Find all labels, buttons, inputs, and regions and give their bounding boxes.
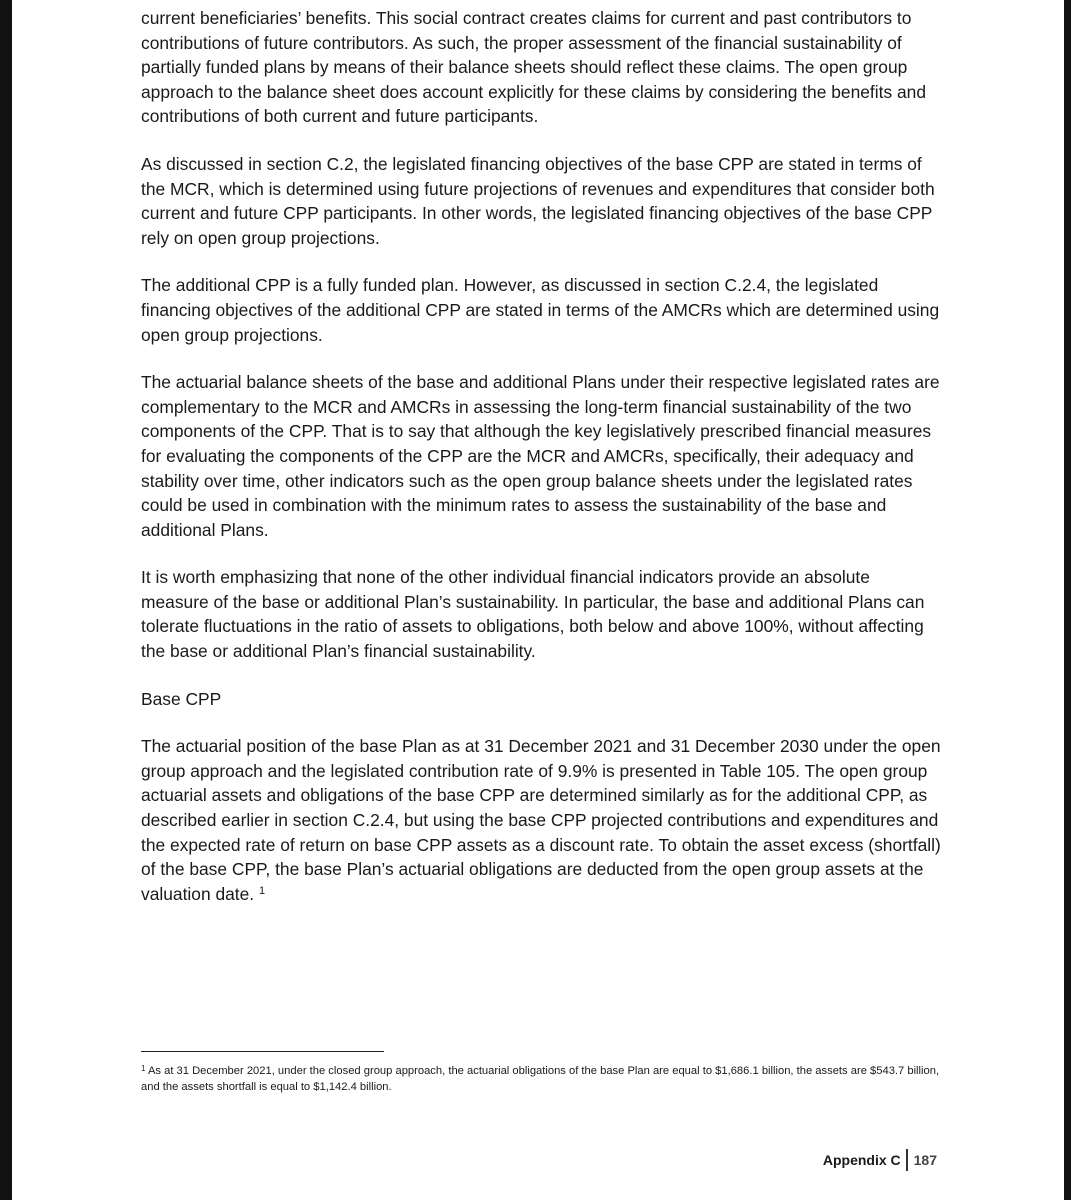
footer-section-label: Appendix C: [822, 1152, 901, 1168]
scan-edge-left: [0, 0, 12, 1200]
footnote: [141, 1063, 941, 1095]
paragraph-base-financing-objectives: As discussed in section C.2, the legislated financing objectives of the base CPP are stated in terms of the MCR, which is determined using future projections of revenues and expenditures that consider both current and future CPP participants. In other words, the legislated financing objectives of the base CPP rely on open group projections.: [141, 153, 935, 248]
footnote-marker: 1: [141, 1064, 146, 1073]
paragraph-base-cpp-position: [141, 734, 941, 906]
footnote-text: As at 31 December 2021, under the closed group approach, the actuarial obligations of the base Plan are equal to $1,686.1 billion, the assets are $543.7 billion, and the assets shortfall is equal to $1,142.4 billion.: [141, 1065, 940, 1093]
paragraph-social-contract: current beneficiaries’ benefits. This social contract creates claims for current and past contributors to contributions of future contributors. As such, the proper assessment of the financial sustainability of partially funded plans by means of their balance sheets should reflect these claims. The open group approach to the balance sheet does account explicitly for these claims by considering the benefits and contributions of both current and future participants.: [141, 8, 926, 127]
footnote-separator: [141, 1051, 384, 1052]
footnote-reference[interactable]: 1: [258, 884, 266, 897]
section-heading-base-cpp: Base CPP: [141, 688, 222, 709]
page-body: [141, 6, 941, 906]
paragraph-balance-sheets: The actuarial balance sheets of the base and additional Plans under their respective legislated rates are complementary to the MCR and AMCRs in assessing the long-term financial sustainability of the two components of the CPP. That is to say that although the key legislatively prescribed financial measures for evaluating the components of the CPP are the MCR and AMCRs, specifically, their adequacy and stability over time, other indicators such as the open group balance sheets under the legislated rates could be used in combination with the minimum rates to assess the sustainability of the base and additional Plans.: [141, 372, 940, 540]
scan-edge-right: [1064, 0, 1071, 1200]
footer-divider: [906, 1149, 908, 1171]
paragraph-indicators: It is worth emphasizing that none of the other individual financial indicators provide an absolute measure of the base or additional Plan’s sustainability. In particular, the base and additional Plans can tolerate fluctuations in the ratio of assets to obligations, both below and above 100%, without affecting the base or additional Plan’s financial sustainability.: [141, 567, 925, 662]
paragraph-additional-cpp: The additional CPP is a fully funded plan. However, as discussed in section C.2.4, the legislated financing objectives of the additional CPP are stated in terms of the AMCRs which are determined using open group projections.: [141, 275, 940, 345]
page-footer: [823, 1149, 937, 1171]
page-number: 187: [913, 1152, 937, 1168]
paragraph-base-cpp-text: The actuarial position of the base Plan as at 31 December 2021 and 31 December 2030 under the open group approach and the legislated contribution rate of 9.9% is presented in Table 105. The open group actuarial assets and obligations of the base CPP are determined similarly as for the additional CPP, as described earlier in section C.2.4, but using the base CPP projected contributions and expenditures and the expected rate of return on base CPP assets as a discount rate. To obtain the asset excess (shortfall) of the base CPP, the base Plan’s actuarial obligations are deducted from the open group assets at the valuation date.: [141, 736, 941, 904]
